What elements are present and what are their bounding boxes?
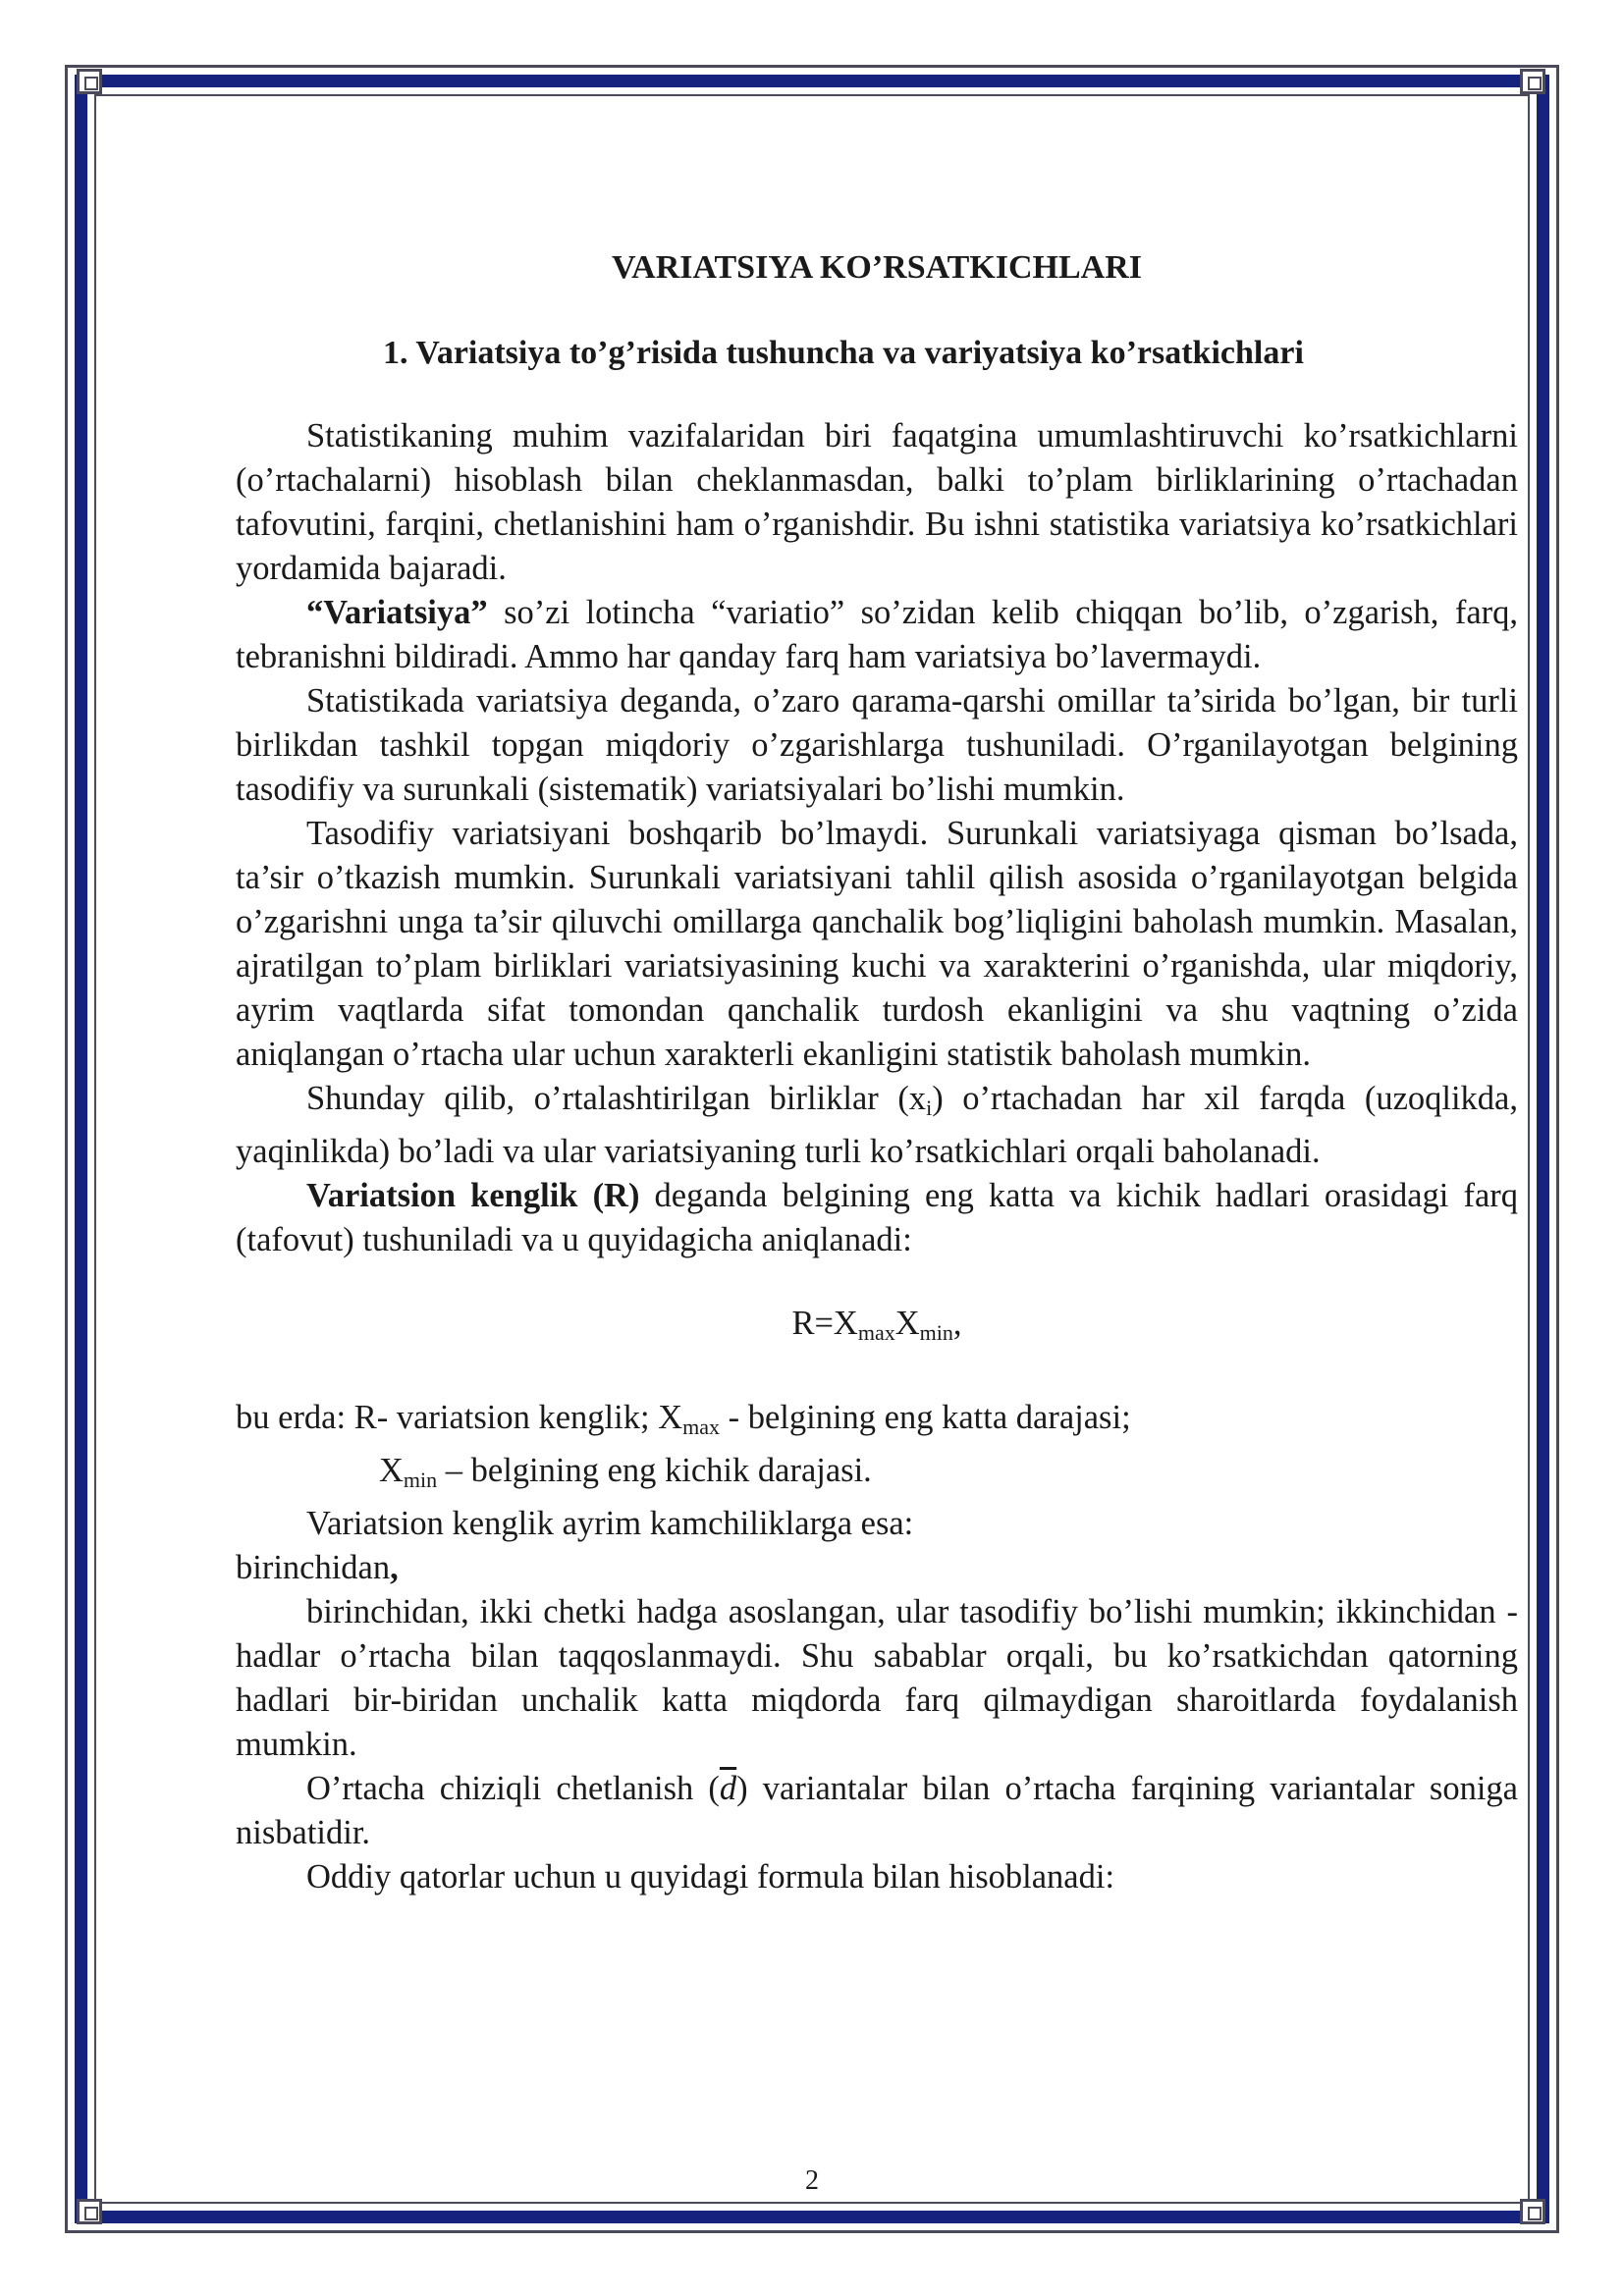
paragraph-5-text-b: ) o’rtachadan har xil farqda (uzoqlikda, yaqinlikda) bo’ladi va ular variatsiyaning turli ko’rsatkichlari orqali baholanadi.	[236, 1080, 1518, 1170]
symbol-d-bar: $\overline{d}$	[719, 1770, 737, 1807]
corner-ornament-top-left	[77, 69, 102, 94]
def1-text-b: - belgining eng katta darajasi;	[720, 1399, 1131, 1436]
term-variatsion-kenglik: Variatsion kenglik (R)	[306, 1177, 640, 1214]
document-body	[236, 245, 1518, 1899]
paragraph-8-text: birinchidan	[236, 1549, 391, 1586]
formula-sub-min: min	[919, 1320, 953, 1345]
def1-text-a: bu erda: R- variatsion kenglik; X	[236, 1399, 683, 1436]
paragraph-2	[236, 591, 1518, 679]
formula-comma: ,	[952, 1305, 962, 1342]
paragraph-8-comma: ,	[390, 1549, 399, 1586]
def2-text-a: X	[379, 1452, 404, 1489]
page-number: 2	[805, 2165, 819, 2196]
subscript-i: i	[926, 1095, 933, 1120]
corner-ornament-top-right	[1520, 69, 1545, 94]
def1-sub: max	[682, 1415, 720, 1439]
section-heading: 1. Variatsiya to’g’risida tushuncha va variyatsiya ko’rsatkichlari	[383, 335, 1304, 371]
paragraph-10	[236, 1767, 1518, 1855]
paragraph-10-text-a: O’rtacha chiziqli chetlanish (	[306, 1770, 720, 1807]
paragraph-1: Statistikaning muhim vazifalaridan biri faqatgina umumlashtiruvchi ko’rsatkichlarni (o’rtachalarni) hisoblash bilan cheklanmasdan, balki to’plam birliklarining o’rtachadan tafovutini, farqini, chetlanishini ham o’rganishdir. Bu ishni statistika variatsiya ko’rsatkichlari yordamida bajaradi.	[236, 417, 1518, 587]
formula-sub-max: max	[857, 1320, 895, 1345]
paragraph-11: Oddiy qatorlar uchun u quyidagi formula bilan hisoblanadi:	[306, 1858, 1115, 1896]
paragraph-4: Tasodifiy variatsiyani boshqarib bo’lmaydi. Surunkali variatsiyaga qisman bo’lsada, ta’sir o’tkazish mumkin. Surunkali variatsiyani tahlil qilish asosida o’rganilayotgan belgida o’zgarishni unga ta’sir qiluvchi omillarga qanchalik bog’liqligini baholash mumkin. Masalan, ajratilgan to’plam birliklari variatsiyasining kuchi va xarakterini o’rganishda, ular miqdoriy, ayrim vaqtlarda sifat tomondan qanchalik turdosh ekanligini va shu vaqtning o’zida aniqlangan o’rtacha ular uchun xarakterli ekanligini statistik baholash mumkin.	[236, 815, 1518, 1073]
paragraph-2-text: so’zi lotincha “variatio” so’zidan kelib chiqqan bo’lib, o’zgarish, farq, tebranishni bildiradi. Ammo har qanday farq ham variatsiya bo’lavermaydi.	[236, 594, 1518, 675]
paragraph-9: birinchidan, ikki chetki hadga asoslangan, ular tasodifiy bo’lishi mumkin; ikkinchidan - hadlar o’rtacha bilan taqqoslanmaydi. Shu sabablar orqali, bu ko’rsatkichdan qatorning hadlari bir-biridan unchalik katta miqdorda farq qilmaydigan sharoitlarda foydalanish mumkin.	[236, 1593, 1518, 1763]
page-title: VARIATSIYA KO’RSATKICHLARI	[611, 249, 1143, 286]
definition-line-1	[236, 1396, 1518, 1449]
paragraph-5-text-a: Shunday qilib, o’rtalashtirilgan birliklar (x	[306, 1080, 927, 1117]
paragraph-8	[236, 1546, 1518, 1590]
formula-lhs: R=X	[791, 1305, 858, 1342]
paragraph-3: Statistikada variatsiya deganda, o’zaro qarama-qarshi omillar ta’sirida bo’lgan, bir turli birlikdan tashkil topgan miqdoriy o’zgarishlarga tushuniladi. O’rganilayotgan belgining tasodifiy va surunkali (sistematik) variatsiyalari bo’lishi mumkin.	[236, 682, 1518, 808]
formula-range	[236, 1302, 1518, 1355]
corner-ornament-bottom-right	[1520, 2199, 1545, 2224]
term-variatsiya: “Variatsiya”	[306, 594, 488, 631]
paragraph-10-text-b: ) variantalar bilan o’rtacha farqining variantalar soniga nisbatidir.	[236, 1770, 1518, 1851]
corner-ornament-bottom-left	[77, 2199, 102, 2224]
paragraph-5	[236, 1077, 1518, 1174]
paragraph-6-text: deganda belgining eng katta va kichik hadlari orasidagi farq (tafovut) tushuniladi va u quyidagicha aniqlanadi:	[236, 1177, 1518, 1258]
def2-sub: min	[403, 1468, 438, 1492]
definition-line-2	[236, 1449, 1518, 1502]
paragraph-7: Variatsion kenglik ayrim kamchiliklarga esa:	[306, 1505, 914, 1542]
formula-x: X	[894, 1305, 920, 1342]
paragraph-6	[236, 1174, 1518, 1262]
def2-text-b: – belgining eng kichik darajasi.	[437, 1452, 872, 1489]
